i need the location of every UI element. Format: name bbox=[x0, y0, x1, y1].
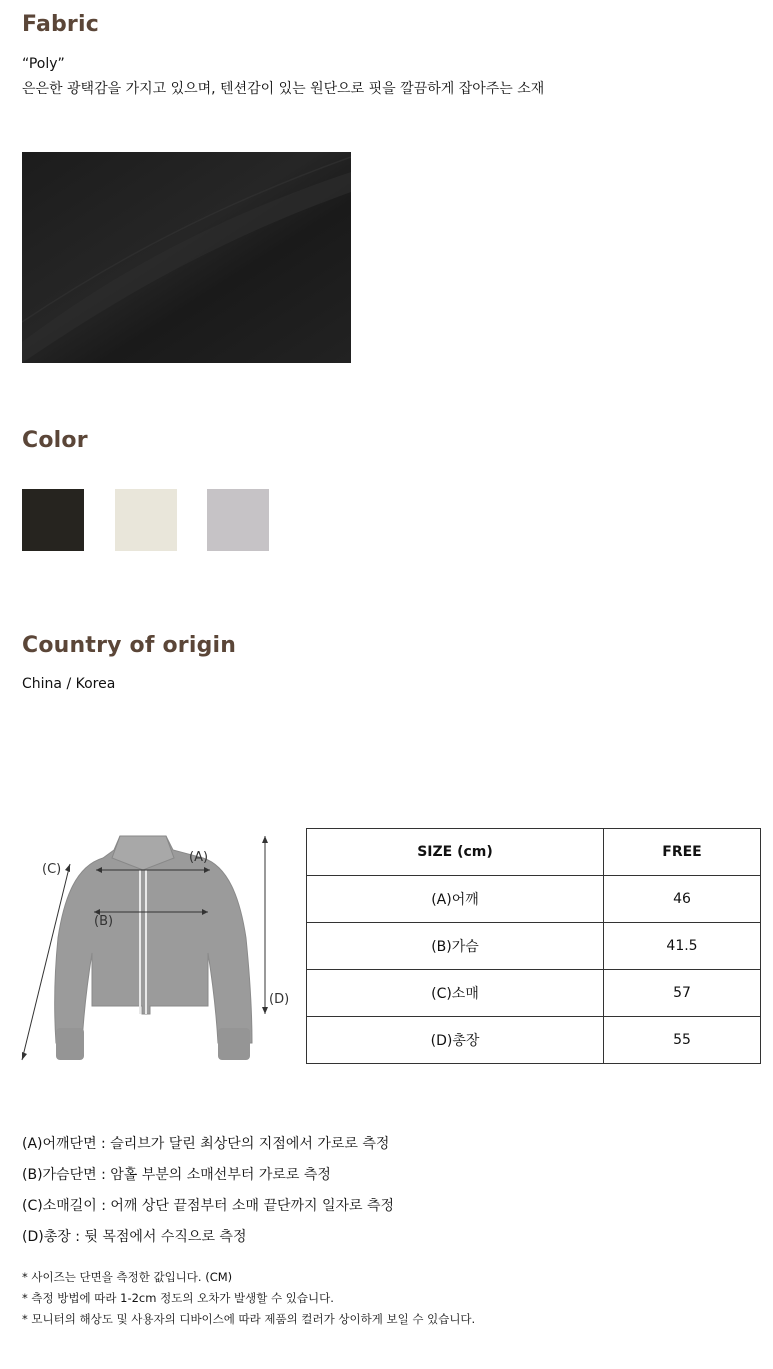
origin-heading: Country of origin bbox=[22, 633, 237, 658]
measure-note-d: (D)총장 : 뒷 목점에서 수직으로 측정 bbox=[22, 1229, 247, 1245]
size-row-value: 46 bbox=[603, 876, 760, 923]
fabric-photo bbox=[22, 152, 351, 363]
diagram-label-d: (D) bbox=[269, 992, 290, 1007]
size-row-label: (B)가슴 bbox=[307, 923, 604, 970]
color-swatch-ivory bbox=[115, 489, 177, 551]
size-header-label: SIZE (cm) bbox=[307, 829, 604, 876]
fabric-heading: Fabric bbox=[22, 12, 99, 37]
size-table bbox=[306, 828, 761, 1064]
measure-note-b: (B)가슴단면 : 암홀 부분의 소매선부터 가로로 측정 bbox=[22, 1167, 331, 1183]
color-heading: Color bbox=[22, 428, 88, 453]
footnote-color: * 모니터의 해상도 및 사용자의 디바이스에 따라 제품의 컬러가 상이하게 보일 수 있습니다. bbox=[22, 1312, 476, 1326]
size-table-header bbox=[307, 829, 761, 876]
table-row bbox=[307, 970, 761, 1017]
measure-note-c: (C)소매길이 : 어깨 상단 끝점부터 소매 끝단까지 일자로 측정 bbox=[22, 1198, 395, 1214]
size-header-free: FREE bbox=[603, 829, 760, 876]
fabric-description: 은은한 광택감을 가지고 있으며, 텐션감이 있는 원단으로 핏을 깔끔하게 잡아주는 소재 bbox=[22, 81, 545, 97]
jacket-diagram bbox=[18, 828, 303, 1068]
size-row-value: 57 bbox=[603, 970, 760, 1017]
size-row-label: (D)총장 bbox=[307, 1017, 604, 1064]
origin-value: China / Korea bbox=[22, 676, 116, 692]
table-row bbox=[307, 923, 761, 970]
size-row-value: 55 bbox=[603, 1017, 760, 1064]
size-row-label: (A)어깨 bbox=[307, 876, 604, 923]
size-row-label: (C)소매 bbox=[307, 970, 604, 1017]
table-row bbox=[307, 876, 761, 923]
diagram-label-c: (C) bbox=[42, 862, 62, 877]
color-swatch-black bbox=[22, 489, 84, 551]
table-row bbox=[307, 1017, 761, 1064]
footnote-error: * 측정 방법에 따라 1-2cm 정도의 오차가 발생할 수 있습니다. bbox=[22, 1291, 334, 1305]
diagram-label-b: (B) bbox=[94, 914, 114, 929]
fabric-name: “Poly” bbox=[22, 56, 65, 72]
measure-note-a: (A)어깨단면 : 슬리브가 달린 최상단의 지점에서 가로로 측정 bbox=[22, 1136, 390, 1152]
diagram-label-a: (A) bbox=[189, 850, 209, 865]
color-swatch-gray bbox=[207, 489, 269, 551]
footnote-size: * 사이즈는 단면을 측정한 값입니다. (CM) bbox=[22, 1270, 233, 1284]
size-row-value: 41.5 bbox=[603, 923, 760, 970]
